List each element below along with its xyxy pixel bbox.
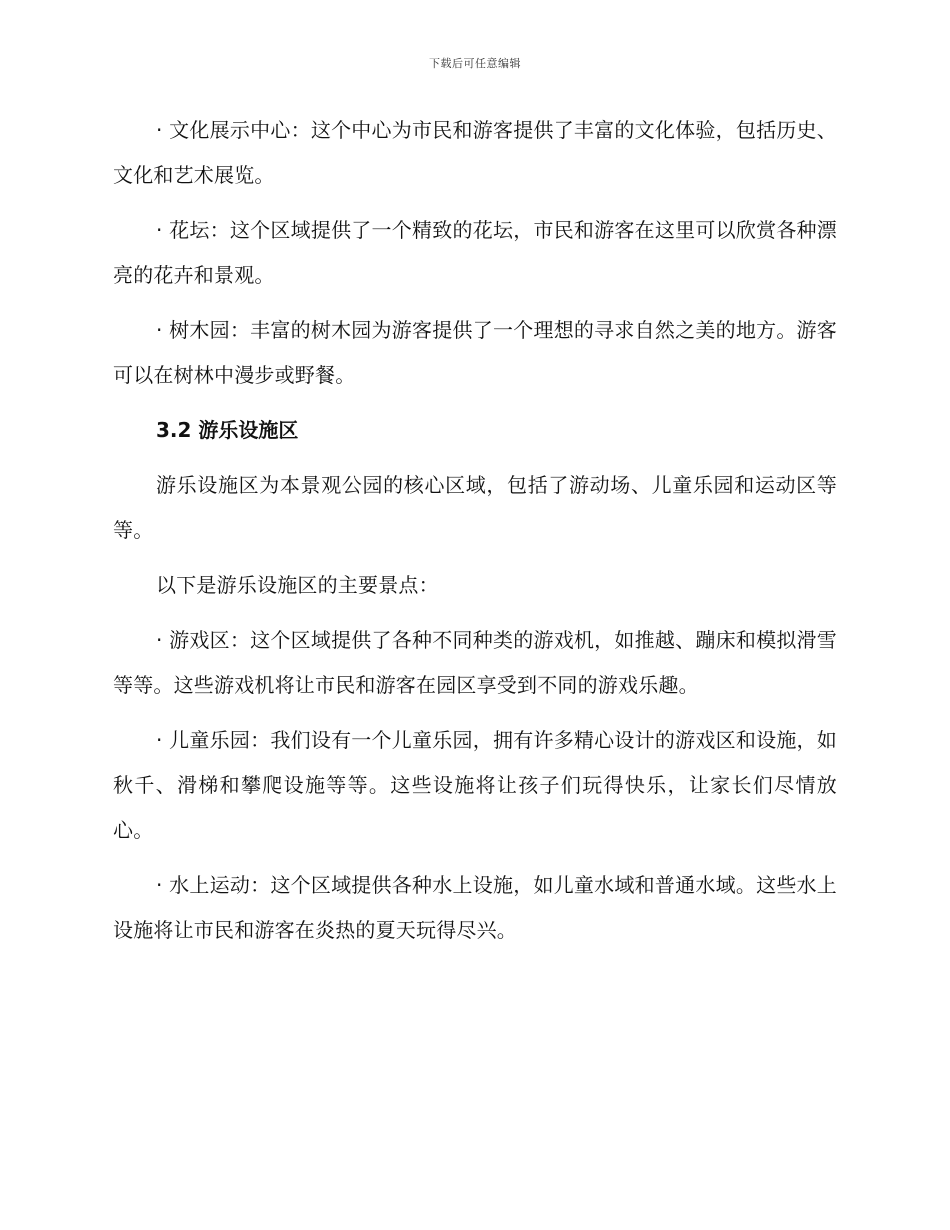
header-note: 下载后可任意编辑 [429,57,521,70]
paragraph-amusement-intro: 游乐设施区为本景观公园的核心区域，包括了游动场、儿童乐园和运动区等等。 [113,473,837,542]
paragraph-kids-park: · 儿童乐园：我们设有一个儿童乐园，拥有许多精心设计的游戏区和设施，如秋千、滑梯和攀爬设施等等。这些设施将让孩子们玩得快乐，让家长们尽情放心。 [113,728,837,842]
document-body [113,108,837,963]
paragraph-arboretum: · 树木园：丰富的树木园为游客提供了一个理想的寻求自然之美的地方。游客可以在树林中漫步或野餐。 [113,318,837,387]
paragraph-game-area: · 游戏区：这个区域提供了各种不同种类的游戏机，如推越、蹦床和模拟滑雪等等。这些游戏机将让市民和游客在园区享受到不同的游戏乐趣。 [113,628,837,697]
paragraph-culture-center: · 文化展示中心：这个中心为市民和游客提供了丰富的文化体验，包括历史、文化和艺术展览。 [113,118,837,187]
section-heading: 3.2 游乐设施区 [156,418,299,442]
paragraph-water-sports: · 水上运动：这个区域提供各种水上设施，如儿童水域和普通水域。这些水上设施将让市民和游客在炎热的夏天玩得尽兴。 [113,873,837,942]
paragraph-attractions-lead: 以下是游乐设施区的主要景点： [156,573,439,597]
paragraph-flower-bed: · 花坛：这个区域提供了一个精致的花坛，市民和游客在这里可以欣赏各种漂亮的花卉和景观。 [113,218,837,287]
